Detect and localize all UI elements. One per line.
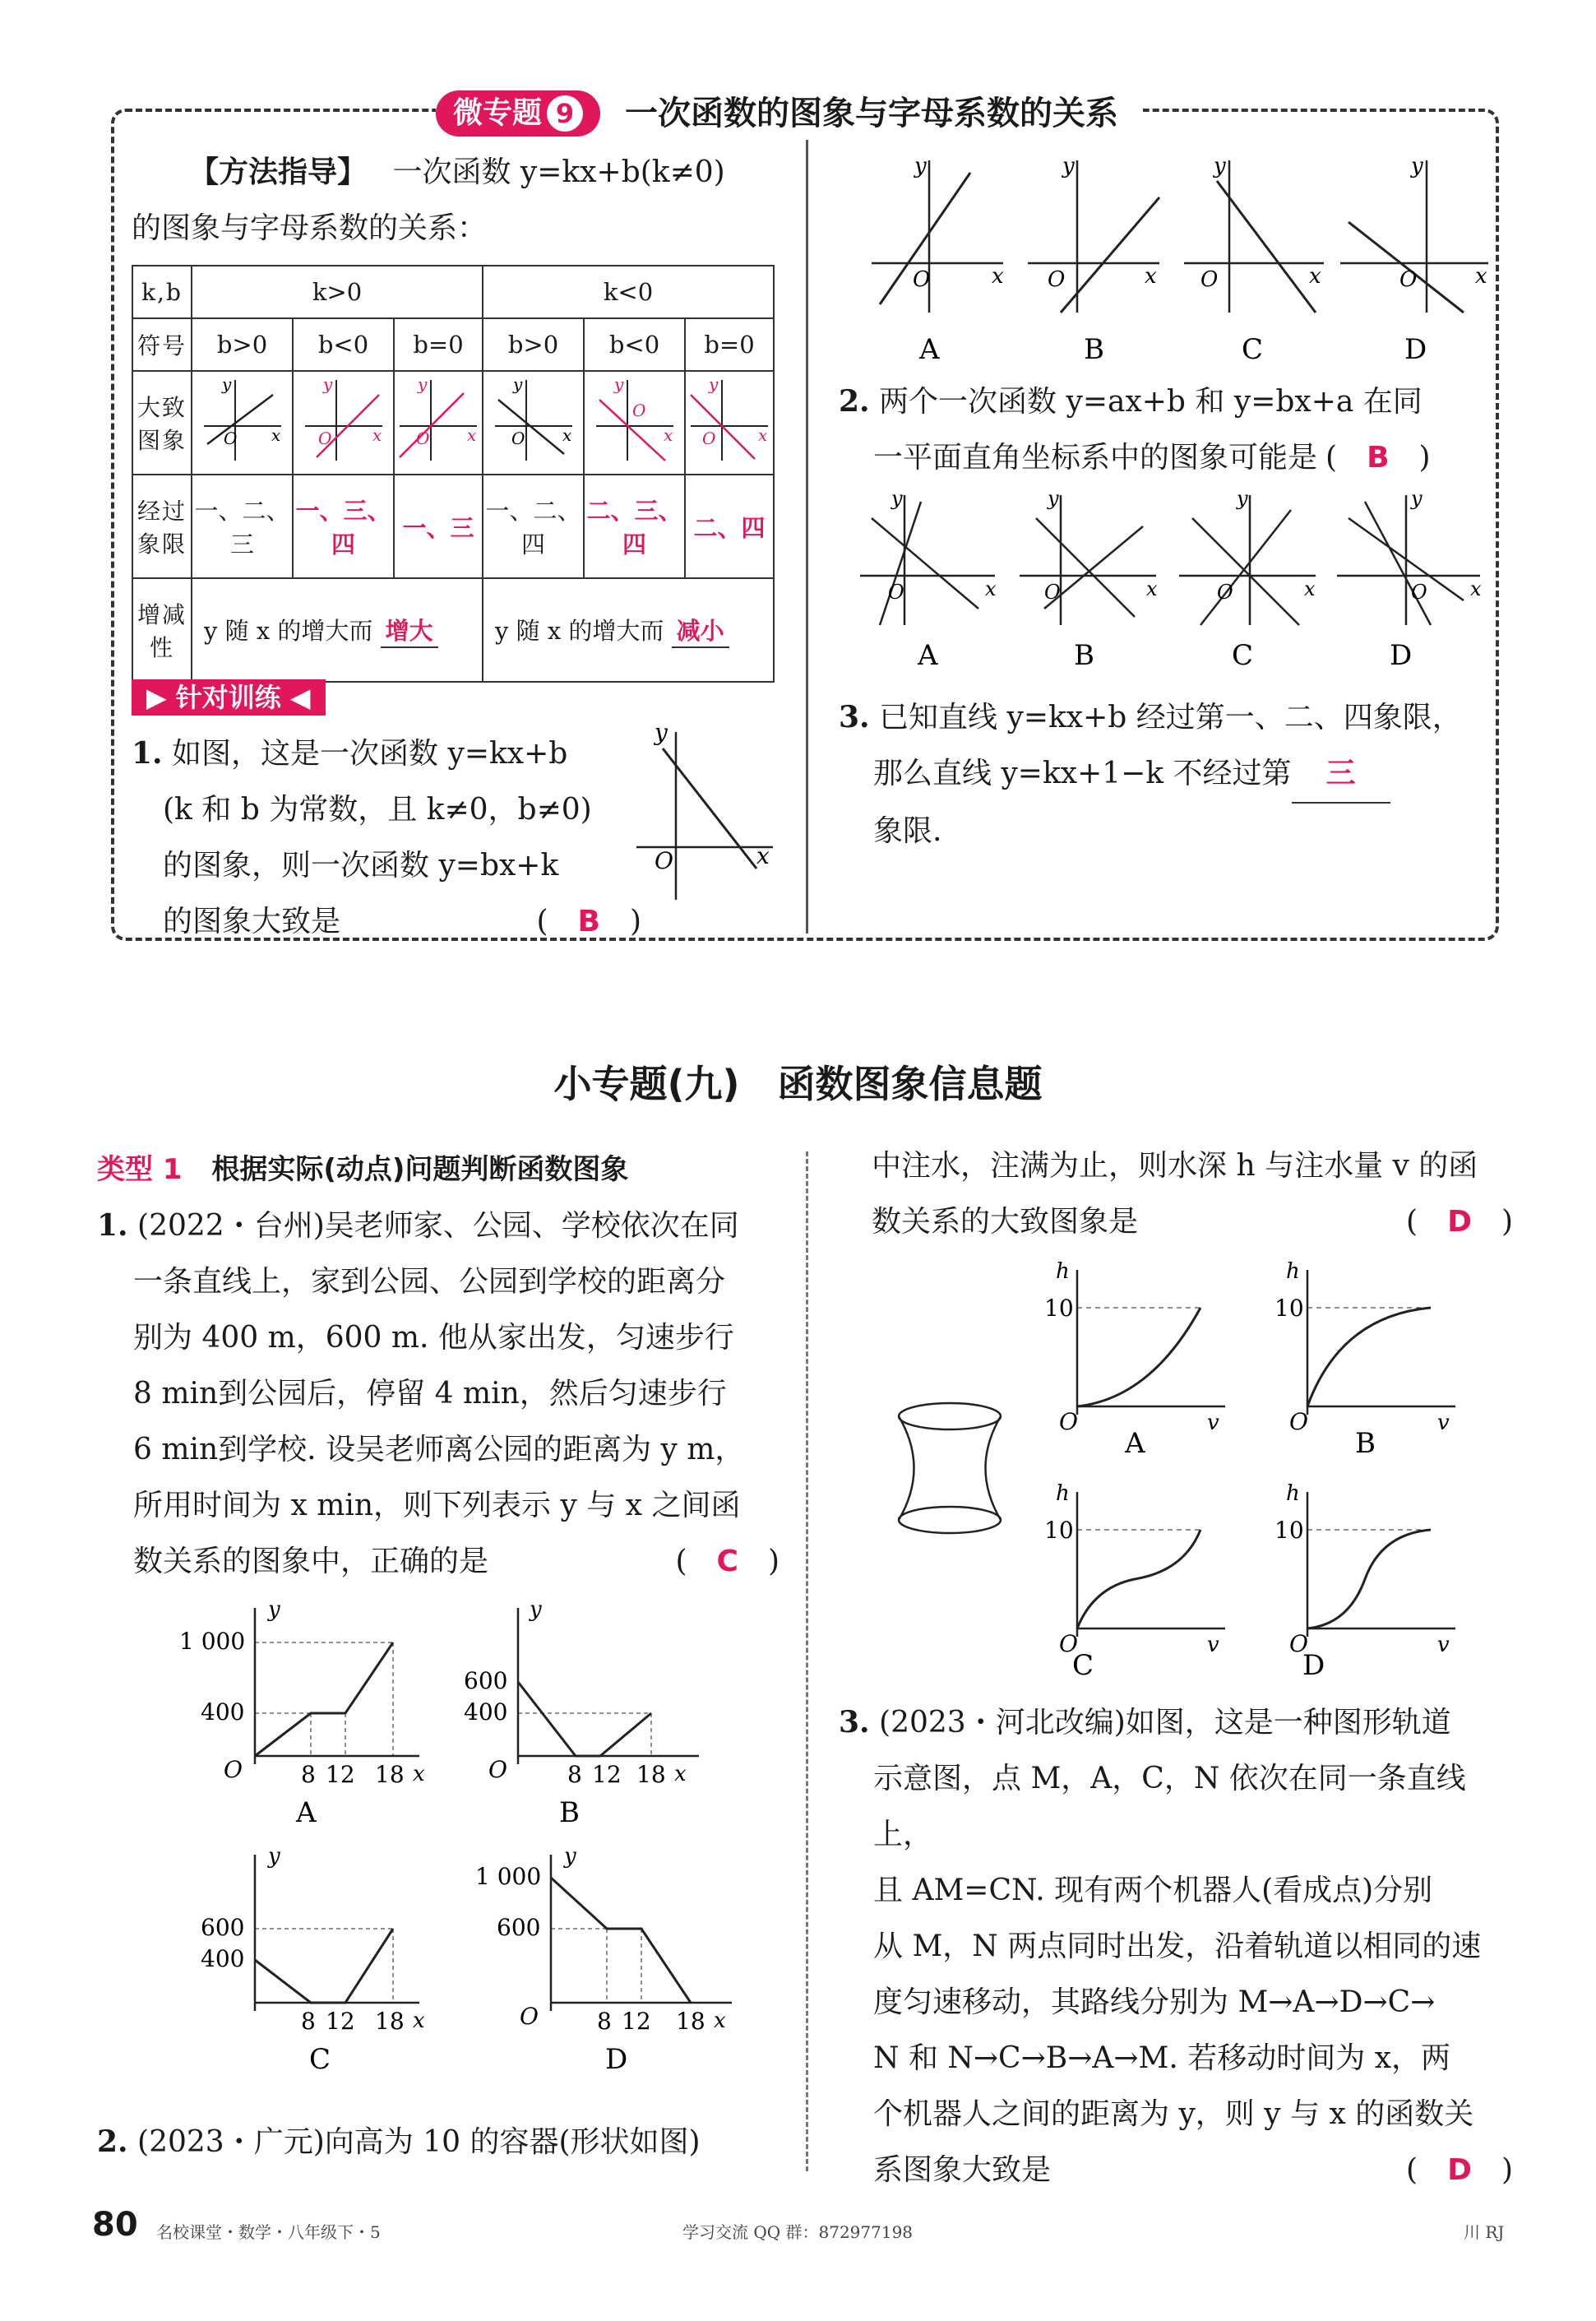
origin-label: O: [488, 1756, 507, 1783]
tick-label: 10: [1044, 1517, 1074, 1544]
tick-label: 12: [326, 1761, 355, 1788]
origin-label: O: [1289, 1630, 1308, 1657]
origin-label: O: [223, 428, 237, 448]
question-text: 中注水，注满为止，则水深 h 与注水量 v 的函: [872, 1149, 1478, 1183]
sign-cell: b<0: [293, 318, 394, 371]
choice-label: D: [1404, 333, 1427, 366]
origin-label: O: [655, 847, 673, 874]
y-axis-label: y: [512, 374, 522, 394]
graph-cell: [685, 371, 774, 475]
method-line1: [189, 145, 725, 201]
choice-label: C: [1242, 333, 1264, 366]
option-a-graph: [872, 154, 1004, 366]
x-axis-label: x: [1475, 264, 1487, 289]
x-axis-label: v: [1207, 1411, 1219, 1435]
answer-mark: C: [716, 1545, 738, 1578]
x-axis-label: x: [562, 424, 571, 445]
answer-mark: 三: [1292, 746, 1390, 804]
question-text: 且 AM=CN. 现有两个机器人(看成点)分别: [873, 1874, 1433, 1907]
origin-label: O: [1399, 267, 1418, 292]
tick-label: 12: [326, 2008, 355, 2035]
trend-answer: 增大: [381, 613, 438, 648]
y-axis-label: y: [709, 374, 719, 394]
tick-label: 18: [636, 1761, 666, 1788]
origin-label: O: [224, 1756, 243, 1783]
tick-label: 12: [592, 1761, 622, 1788]
choice-label: C: [1232, 639, 1254, 672]
choice-label: D: [1390, 639, 1413, 672]
question-number: 1.: [132, 736, 163, 771]
tick-label: 8: [597, 2008, 612, 2035]
type-label: 类型 1: [97, 1153, 183, 1186]
x-axis-label: x: [271, 424, 280, 445]
series-line: [1307, 1530, 1431, 1628]
x-axis-label: x: [372, 424, 382, 445]
trend-prefix: y 随 x 的增大而: [204, 616, 373, 645]
problem-2-start: [97, 2114, 779, 2170]
quadrant-cell: 一、三、四: [293, 475, 394, 578]
header-k-positive: k>0: [192, 266, 483, 318]
choice-label: A: [919, 333, 940, 366]
option-d-graph: [1274, 1481, 1455, 1682]
type-title: 根据实际(动点)问题判断函数图象: [211, 1153, 629, 1186]
question-text: 一平面直角坐标系中的图象可能是: [873, 441, 1318, 475]
origin-label: O: [1289, 1408, 1308, 1435]
type-heading: [97, 1147, 628, 1193]
choice-label: C: [309, 2043, 331, 2076]
series-line: [255, 1929, 393, 2003]
quadrant-cell: 一、二、三: [192, 475, 293, 578]
tick-label: 8: [301, 1761, 316, 1788]
series-line: [518, 1682, 651, 1756]
tick-label: 1 000: [475, 1863, 542, 1890]
quadrant-cell: 二、三、四: [584, 475, 685, 578]
graph-cell: [584, 371, 685, 475]
question-3: [839, 689, 1488, 859]
option-c-graph: [1179, 487, 1316, 672]
tick-label: 600: [497, 1914, 541, 1941]
origin-label: O: [520, 2003, 539, 2030]
origin-label: O: [1200, 267, 1219, 292]
origin-label: O: [913, 267, 931, 292]
book-info: 名校课堂・数学・八年级下・5: [156, 2222, 381, 2242]
choice-label: A: [1125, 1427, 1145, 1460]
option-c-graph: [1044, 1481, 1225, 1682]
option-a-graph: [860, 487, 997, 672]
y-axis-label: y: [1411, 487, 1423, 510]
y-axis-label: y: [1411, 154, 1423, 178]
section-title: 小专题(九) 函数图象信息题: [553, 1062, 1043, 1106]
origin-label: O: [1059, 1630, 1078, 1657]
q2-options: [855, 485, 1505, 691]
question-text: 象限.: [873, 814, 942, 848]
tick-label: 10: [1274, 1295, 1304, 1322]
tick-label: 8: [567, 1761, 582, 1788]
tick-label: 400: [201, 1698, 245, 1726]
answer-mark: D: [1447, 1205, 1472, 1239]
question-text: 度匀速移动，其路线分别为 M→A→D→C→: [873, 1985, 1436, 2019]
x-axis-label: x: [714, 2008, 726, 2033]
option-b-graph: [464, 1597, 699, 1829]
x-axis-label: x: [992, 264, 1004, 289]
y-axis-label: y: [1214, 154, 1226, 178]
choice-label: D: [605, 2043, 628, 2076]
question-text: 个机器人之间的距离为 y，则 y 与 x 的函数关: [873, 2097, 1474, 2131]
topic-title: 一次函数的图象与字母系数的关系: [625, 95, 1118, 132]
question-text: 已知直线 y=kx+b 经过第一、二、四象限，: [879, 701, 1462, 734]
column-divider: [806, 123, 808, 933]
trend-negative: [483, 578, 774, 682]
x-axis-label: x: [758, 424, 768, 445]
option-a-graph: [1044, 1259, 1225, 1460]
training-label-text: 针对训练: [175, 682, 281, 713]
problem-1: 1. (2022・台州)吴老师家、公园、学校依次在同 一条直线上，家到公园、公园到学校的距离分 别为 400 m，600 m. 他从家出发，匀速步行 8 min到公园后，停留 4 min，然后匀速步行 6 min到学校. 设吴老师离公园的距离为 y m， 所用时间为 x min，则下列表示 y 与 x 之间函 数关系的图象中，正确的是 ( C ): [97, 1208, 779, 1578]
question-text: 两个一次函数 y=ax+b 和 y=bx+a 在同: [879, 385, 1423, 419]
option-c-graph: [1184, 154, 1324, 366]
question-number: 3.: [839, 1705, 870, 1740]
choice-label: A: [918, 639, 938, 672]
question-number: 2.: [97, 2124, 128, 2159]
y-axis-label: y: [221, 374, 231, 394]
y-axis-label: y: [530, 1597, 542, 1622]
problem-3: 3. (2023・河北改编)如图，这是一种图形轨道 示意图，点 M，A，C，N 依次在同一条直线上， 且 AM=CN. 现有两个机器人(看成点)分别 从 M，N 两点同时出发，沿着轨道以相同的速 度匀速移动，其路线分别为 M→A→D→C→ N 和 N→C→B→A→M. 若移动时间为 x，两 个机器人之间的距离为 y，则 y 与 x 的函数关 系图象大致是 ( D ): [839, 1705, 1513, 2187]
y-axis-label: y: [1062, 154, 1075, 178]
origin-label: O: [702, 428, 716, 448]
x-axis-label: x: [756, 842, 770, 869]
row-label-quadrant: 经过象限: [132, 475, 192, 578]
y-axis-label: y: [268, 1597, 280, 1622]
question-text: 示意图，点 M，A，C，N 依次在同一条直线上，: [873, 1762, 1466, 1851]
choice-label: C: [1072, 1649, 1094, 1682]
choice-label: B: [559, 1796, 580, 1829]
choice-label: B: [1074, 639, 1094, 672]
quadrant-cell: 二、四: [685, 475, 774, 578]
question-text: 别为 400 m，600 m. 他从家出发，匀速步行: [133, 1321, 734, 1355]
row-label-sign: 符号: [132, 318, 192, 371]
sign-cell: b<0: [584, 318, 685, 371]
option-b-graph: [1020, 487, 1158, 672]
method-formula: 一次函数 y=kx+b(k≠0): [392, 155, 725, 189]
origin-label: O: [888, 581, 904, 604]
x-axis-label: x: [1470, 577, 1482, 600]
origin-label: O: [511, 428, 525, 448]
sign-cell: b>0: [192, 318, 293, 371]
choice-label: B: [1084, 333, 1104, 366]
question-text: (2022・台州)吴老师家、公园、学校依次在同: [137, 1209, 739, 1243]
edition-code: 川 RJ: [1464, 2222, 1505, 2242]
graph-cell: [293, 371, 394, 475]
container-figure: [888, 1398, 1020, 1546]
tick-label: 8: [301, 2008, 316, 2035]
question-text: 的图象，则一次函数 y=bx+k: [163, 849, 559, 883]
trend-prefix: y 随 x 的增大而: [495, 616, 664, 645]
question-text: 所用时间为 x min，则下列表示 y 与 x 之间函: [133, 1489, 741, 1522]
trend-answer: 减小: [672, 613, 729, 648]
tick-label: 18: [375, 1761, 405, 1788]
y-axis-label: y: [914, 154, 927, 178]
tick-label: 18: [375, 2008, 405, 2035]
x-axis-label: x: [985, 577, 997, 600]
question-text: 6 min到学校. 设吴老师离公园的距离为 y m，: [133, 1433, 745, 1466]
question-text: 从 M，N 两点同时出发，沿着轨道以相同的速: [873, 1930, 1482, 1963]
tick-label: 1 000: [179, 1628, 246, 1655]
sign-cell: b=0: [685, 318, 774, 371]
y-axis-label: h: [1056, 1481, 1070, 1506]
q1-options: [839, 148, 1497, 378]
x-axis-label: v: [1207, 1633, 1219, 1657]
question-text: N 和 N→C→B→A→M. 若移动时间为 x，两: [873, 2041, 1451, 2075]
y-axis-label: y: [418, 374, 428, 394]
answer-mark: B: [577, 905, 600, 938]
x-axis-label: x: [663, 424, 673, 445]
option-b-graph: [1274, 1259, 1455, 1460]
x-axis-label: x: [1304, 577, 1316, 600]
question-2: 2. 两个一次函数 y=ax+b 和 y=bx+a 在同 一平面直角坐标系中的图象可能是 ( B ): [839, 384, 1431, 475]
problem-2-continued: 中注水，注满为止，则水深 h 与注水量 v 的函 数关系的大致图象是 ( D ): [872, 1138, 1513, 1250]
trend-positive: [192, 578, 483, 682]
x-axis-label: v: [1437, 1411, 1450, 1435]
tick-label: 400: [464, 1698, 508, 1726]
origin-label: O: [416, 428, 430, 448]
method-line2: 的图象与字母系数的关系：: [132, 211, 488, 245]
tick-label: 400: [201, 1945, 245, 1972]
question-text: 的图象大致是: [163, 905, 341, 938]
tick-label: 12: [622, 2008, 651, 2035]
x-axis-label: x: [1145, 264, 1157, 289]
origin-label: O: [631, 400, 645, 420]
x-axis-label: x: [467, 424, 477, 445]
option-c-graph: [201, 1844, 425, 2076]
question-text: (2023・河北改编)如图，这是一种图形轨道: [879, 1706, 1451, 1740]
option-d-graph: [1340, 154, 1488, 366]
qq-group: 学习交流 QQ 群：872977198: [682, 2222, 914, 2242]
training-label: ▶ 针对训练 ◀: [132, 679, 326, 716]
choice-label: B: [1355, 1427, 1376, 1460]
question-number: 2.: [839, 384, 870, 419]
tick-label: 10: [1044, 1295, 1074, 1322]
tick-label: 18: [676, 2008, 705, 2035]
graph-cell: [394, 371, 483, 475]
origin-label: O: [317, 428, 331, 448]
page-number: 80: [92, 2206, 138, 2244]
option-b-graph: [1028, 154, 1159, 366]
question-text: 一条直线上，家到公园、公园到学校的距离分: [133, 1265, 726, 1299]
origin-label: O: [1217, 581, 1233, 604]
x-axis-label: v: [1437, 1633, 1450, 1657]
y-axis-label: h: [1056, 1259, 1070, 1284]
question-text: 那么直线 y=kx+1−k 不经过第: [873, 757, 1292, 790]
table-corner: k,b: [132, 266, 192, 318]
graph-cell: [192, 371, 293, 475]
question-text: 数关系的图象中，正确的是: [133, 1545, 489, 1578]
sign-cell: b=0: [394, 318, 483, 371]
p1-charts: [164, 1591, 789, 2085]
header-k-negative: k<0: [483, 266, 774, 318]
question-number: 3.: [839, 700, 870, 734]
column-divider: [806, 1151, 808, 2171]
option-a-graph: [179, 1597, 425, 1829]
graph-cell: [483, 371, 584, 475]
y-axis-label: y: [268, 1844, 280, 1869]
question-text: (2023・广元)向高为 10 的容器(形状如图): [137, 2125, 701, 2159]
badge-number: 9: [547, 95, 583, 132]
origin-label: O: [1411, 581, 1427, 604]
quadrant-cell: 一、二、四: [483, 475, 584, 578]
series-line: [1077, 1530, 1200, 1628]
y-axis-label: y: [655, 724, 668, 746]
series-line: [1077, 1308, 1200, 1406]
p2-charts: [1044, 1258, 1505, 1694]
y-axis-label: y: [613, 374, 623, 394]
tick-label: 10: [1274, 1517, 1304, 1544]
tick-label: 600: [464, 1667, 508, 1694]
x-axis-label: x: [1146, 577, 1158, 600]
question-text: (k 和 b 为常数，且 k≠0，b≠0): [163, 793, 592, 827]
origin-label: O: [1048, 267, 1066, 292]
y-axis-label: y: [564, 1844, 576, 1869]
y-axis-label: h: [1286, 1481, 1300, 1506]
origin-label: O: [1059, 1408, 1078, 1435]
question-text: 系图象大致是: [873, 2153, 1052, 2187]
answer-mark: D: [1447, 2153, 1472, 2187]
option-d-graph: [1337, 487, 1482, 672]
badge-text: 微专题: [452, 96, 542, 130]
question-number: 1.: [97, 1208, 128, 1243]
answer-mark: B: [1367, 441, 1390, 475]
question-text: 如图，这是一次函数 y=kx+b: [172, 737, 568, 771]
method-table: [132, 265, 775, 683]
choice-label: D: [1302, 1649, 1325, 1682]
origin-label: O: [1044, 581, 1061, 604]
row-label-graph: 大致图象: [132, 371, 192, 475]
y-axis-label: y: [1048, 487, 1059, 510]
series-line: [1307, 1308, 1431, 1406]
topic-badge: [436, 90, 600, 137]
y-axis-label: y: [1237, 487, 1248, 510]
quadrant-cell: 一、三: [394, 475, 483, 578]
question-text: 8 min到公园后，停留 4 min，然后匀速步行: [133, 1377, 727, 1411]
x-axis-label: x: [413, 1762, 425, 1786]
method-label: 【方法指导】: [189, 155, 368, 189]
choice-label: A: [296, 1796, 317, 1829]
row-label-trend: 增减性: [132, 578, 192, 682]
option-d-graph: [475, 1844, 732, 2076]
x-axis-label: x: [674, 1762, 687, 1786]
topic-header: [436, 90, 1143, 140]
y-axis-label: h: [1286, 1259, 1300, 1284]
question-text: 数关系的大致图象是: [872, 1205, 1139, 1239]
y-axis-label: y: [891, 487, 903, 510]
y-axis-label: y: [322, 374, 332, 394]
series-line: [255, 1642, 393, 1756]
sign-cell: b>0: [483, 318, 584, 371]
series-line: [551, 1878, 691, 2003]
q1-graph: [633, 724, 781, 905]
x-axis-label: x: [413, 2008, 425, 2033]
tick-label: 600: [201, 1914, 245, 1941]
question-1: 1. 如图，这是一次函数 y=kx+b (k 和 b 为常数，且 k≠0，b≠0) 的图象，则一次函数 y=bx+k 的图象大致是 ( B ): [132, 736, 641, 938]
x-axis-label: x: [1309, 264, 1321, 289]
